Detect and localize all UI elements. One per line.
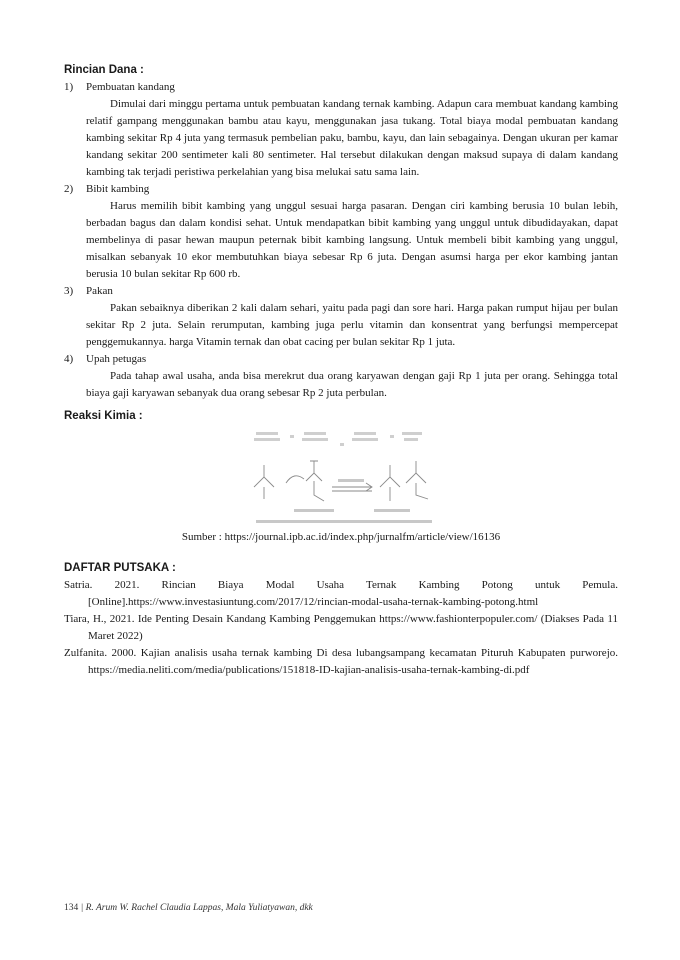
item-title: Upah petugas [86, 353, 147, 365]
item-title: Bibit kambing [86, 183, 150, 195]
rincian-item-3 [64, 283, 618, 351]
rincian-heading: Rincian Dana : [64, 64, 144, 76]
item-number: 1) [64, 81, 74, 93]
item-title: Pembuatan kandang [86, 81, 175, 93]
footer-separator: | [80, 903, 84, 913]
rincian-item-4 [64, 351, 618, 402]
rincian-item-2 [64, 181, 618, 283]
rincian-item-1 [64, 79, 618, 181]
item-number: 2) [64, 183, 74, 195]
reaction-scheme-image [234, 429, 454, 527]
item-number: 3) [64, 285, 74, 297]
figure-source: Sumber : https://journal.ipb.ac.id/index.php/jurnalfm/article/view/16136 [181, 531, 501, 543]
reaksi-heading: Reaksi Kimia : [64, 410, 143, 422]
daftar-heading: DAFTAR PUTSAKA : [64, 562, 176, 574]
reference-item: Zulfanita. 2000. Kajian analisis usaha ternak kambing Di desa lubangsampang kecamatan Pituruh Kabupaten purworejo. https://media.neliti.com/media/publications/151818-ID-kajian-analisis-usaha-ternak-kambing-di.pdf [64, 647, 618, 676]
item-title: Pakan [86, 285, 113, 297]
item-text: Dimulai dari minggu pertama untuk pembuatan kandang ternak kambing. Adapun cara membuat kandang kambing relatif gampang menggunakan bambu atau kayu, menggunakan jasa tukang. Total biaya modal pembuatan kandang kambing sekitar Rp 4 juta yang termasuk pembelian paku, bambu, kayu, dan lain sebagainya. Dengan ukuran per kamar kandang sekitar 200 sentimeter kali 80 sentimeter. Hal tersebut dilakukan dengan maksud supaya di dalam kandang kambing tak terjadi peristiwa perkelahian yang bisa melukai satu sama lain. [86, 98, 618, 178]
item-text: Pakan sebaiknya diberikan 2 kali dalam sehari, yaitu pada pagi dan sore hari. Harga pakan rumput hijau per bulan sekitar Rp 2 juta. Selain rerumputan, kambing juga perlu vitamin dan konsentrat yang berfungsi mempercepat penggemukannya. harga Vitamin ternak dan obat cacing per bulan sekitar Rp 1 juta. [86, 302, 618, 348]
reference-item: Satria. 2021. Rincian Biaya Modal Usaha Ternak Kambing Potong untuk Pemula. [Online].https://www.investasiuntung.com/2017/12/rincian-modal-usaha-ternak-kambing-potong.html [64, 579, 618, 608]
reference-item: Tiara, H., 2021. Ide Penting Desain Kandang Kambing Penggemukan https://www.fashionterpopuler.com/ (Diakses Pada 11 Maret 2022) [64, 613, 618, 642]
footer-authors: R. Arum W. Rachel Claudia Lappas, Mala Yuliatyawan, dkk [85, 903, 313, 913]
item-text: Harus memilih bibit kambing yang unggul sesuai harga pasaran. Dengan ciri kambing berusia 10 bulan lebih, berbadan bagus dan dalam kondisi sehat. Untuk mendapatkan bibit kambing yang unggul untuk dibudidayakan, dapat membelinya di pasar hewan maupun peternak bibit kambing langsung. Untuk membeli bibit kambing yang unggul, misalkan sebanyak 10 ekor membutuhkan biaya sebesar Rp 6 juta. Dengan asumsi harga per ekor kambing jantan berusia 10 bulan sekitar Rp 600 rb. [86, 200, 618, 280]
item-number: 4) [64, 353, 74, 365]
reaction-figure [64, 429, 618, 529]
item-text: Pada tahap awal usaha, anda bisa merekrut dua orang karyawan dengan gaji Rp 1 juta per orang. Sehingga total biaya gaji karyawan sebanyak dua orang sebesar Rp 2 juta perbulan. [86, 370, 618, 399]
page-footer [64, 903, 313, 913]
page-content [64, 62, 618, 679]
page-number: 134 [64, 903, 79, 913]
